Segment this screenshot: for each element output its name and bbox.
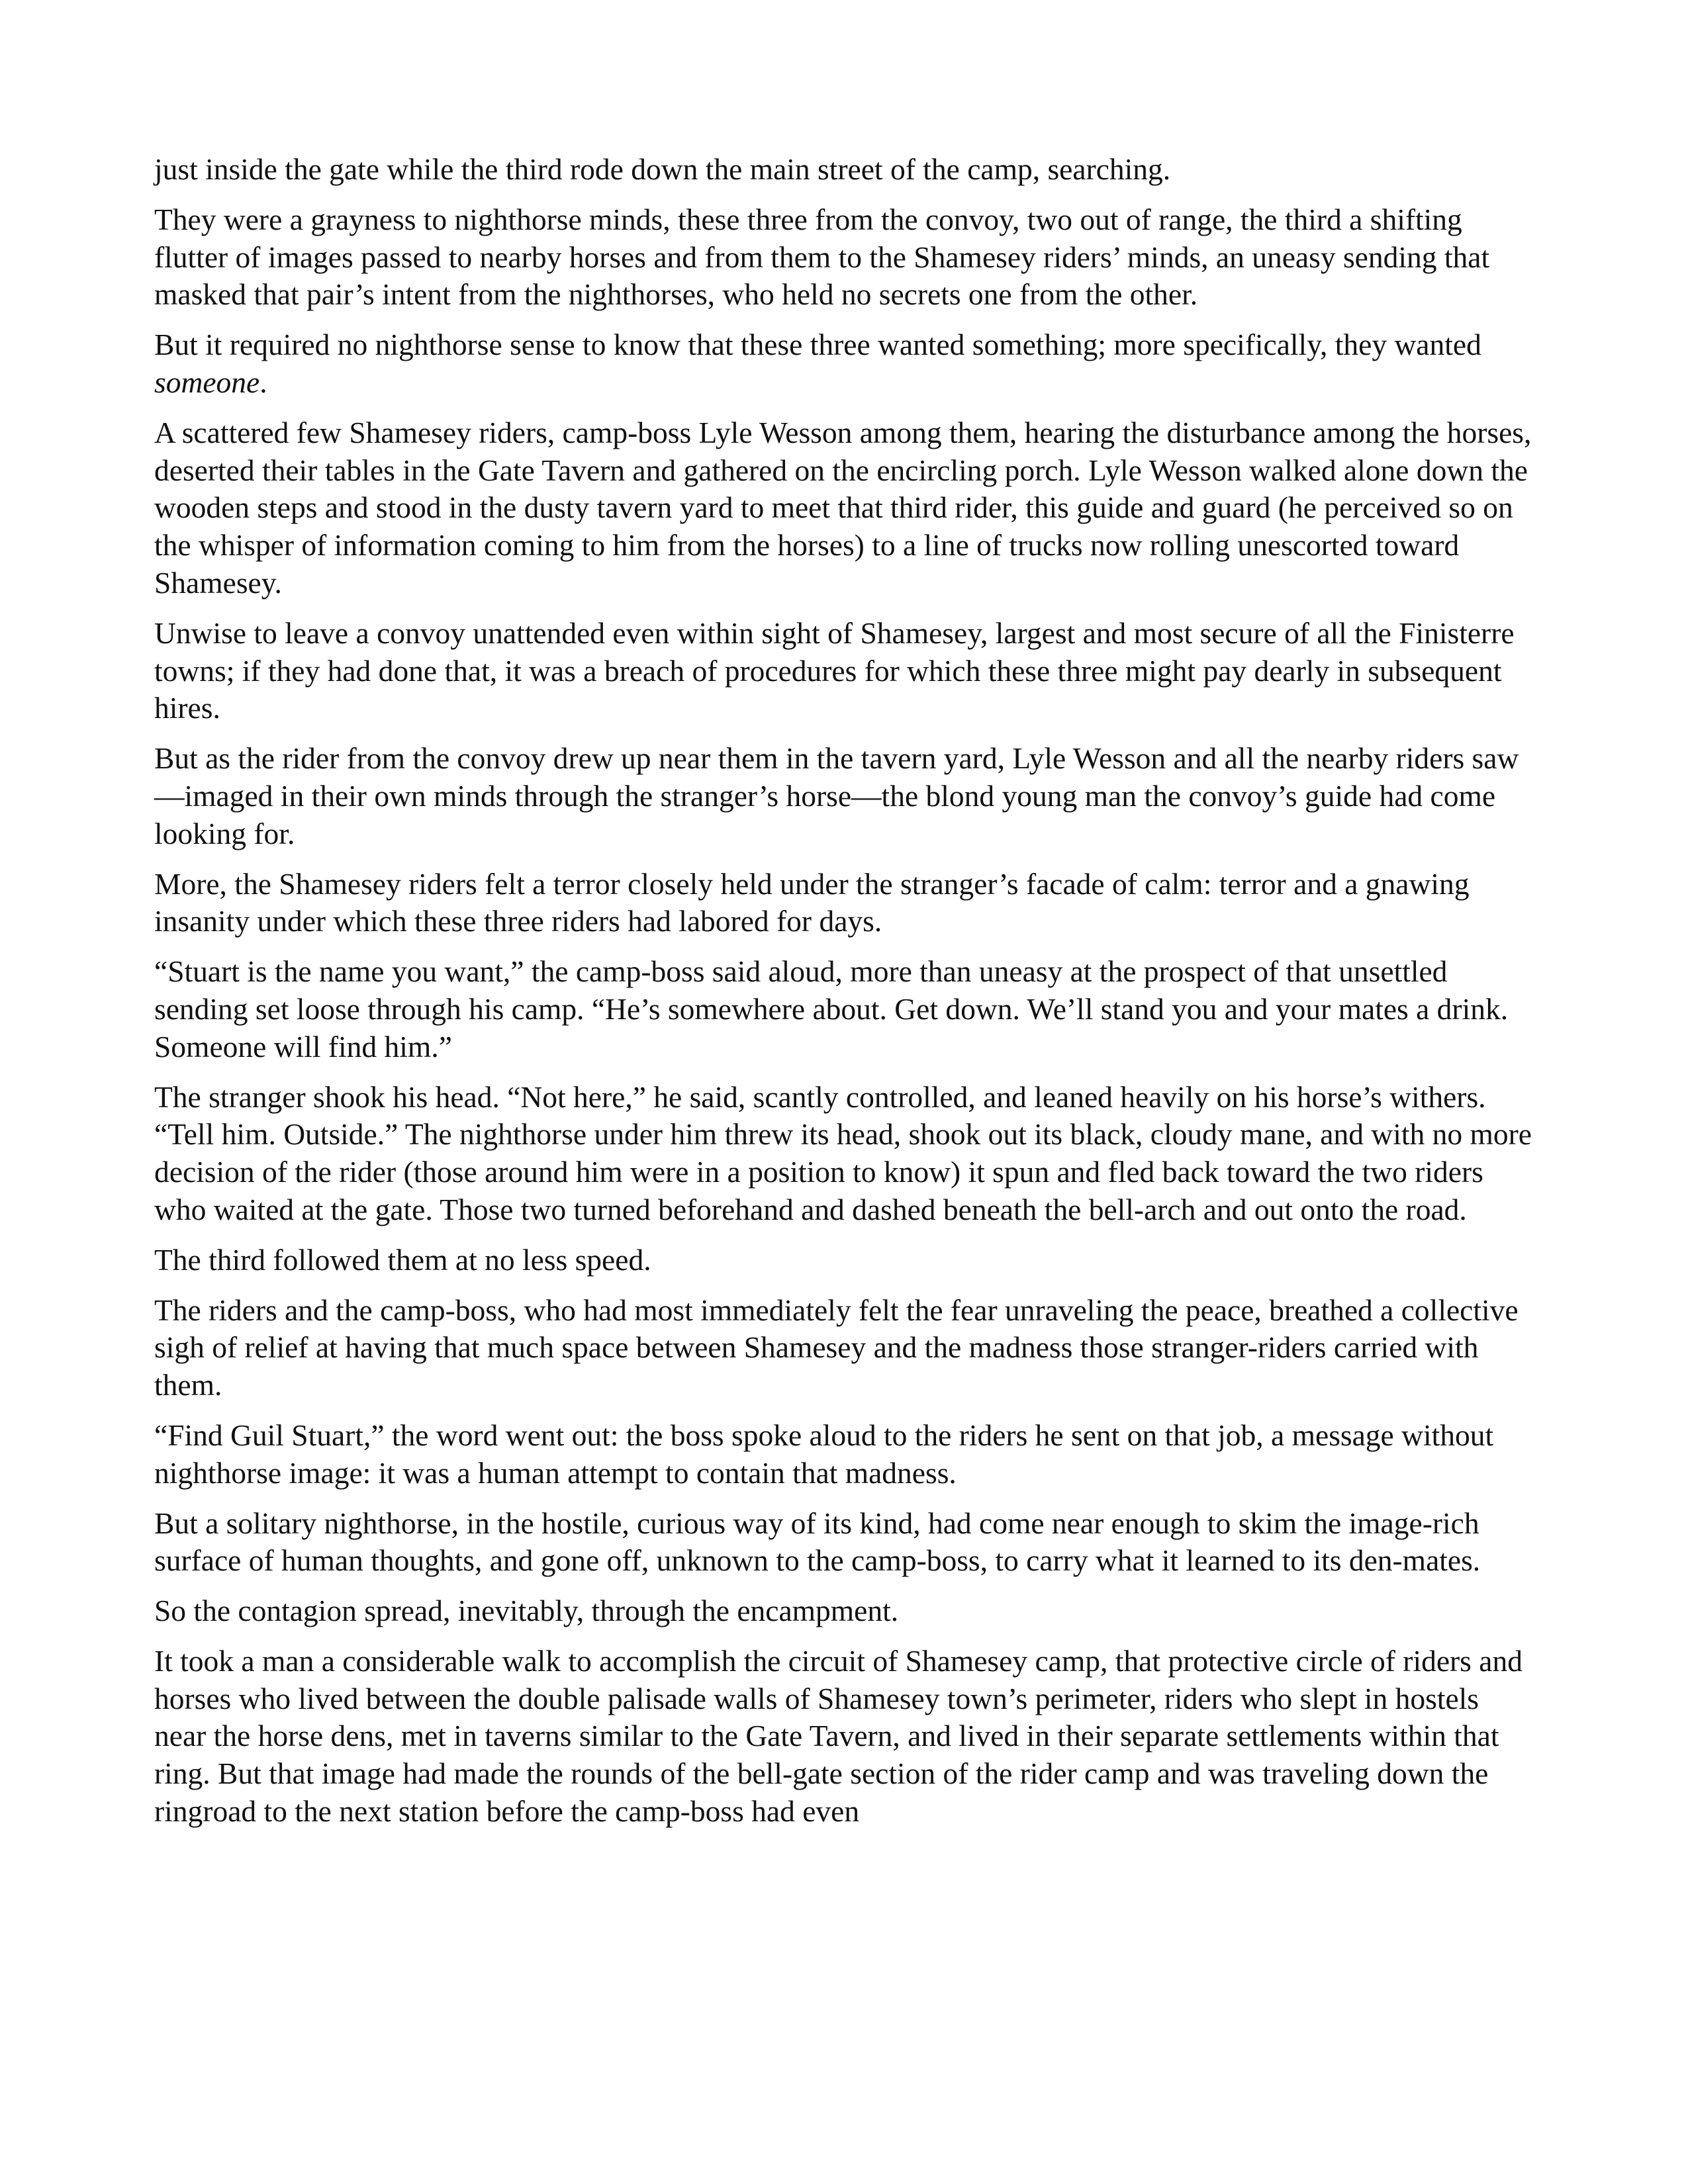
- paragraph-4: A scattered few Shamesey riders, camp-boss Lyle Wesson among them, hearing the disturbance among the horses, deserted their tables in the Gate Tavern and gathered on the encircling porch. Lyle Wesson walked alone down the wooden steps and stood in the dusty tavern yard to meet that third rider, this guide and guard (he perceived so on the whisper of information coming to him from the horses) to a line of trucks now rolling unescorted toward Shamesey.: [154, 415, 1532, 600]
- emphasis-someone: someone: [154, 365, 260, 399]
- paragraph-2: They were a grayness to nighthorse minds, these three from the convoy, two out of range, the third a shifting flutter of images passed to nearby horses and from them to the Shamesey riders’ minds, an uneasy sending that masked that pair’s intent from the nighthorses, who held no secrets one from the other.: [154, 202, 1490, 312]
- paragraph-8: “Stuart is the name you want,” the camp-boss said aloud, more than uneasy at the prospect of that unsettled sending set loose through his camp. “He’s somewhere about. Get down. We’ll stand you and your mates a drink. Someone will find him.”: [154, 954, 1509, 1064]
- paragraph-3-period: .: [259, 365, 267, 399]
- paragraph-15: It took a man a considerable walk to accomplish the circuit of Shamesey camp, that protective circle of riders and horses who lived between the double palisade walls of Shamesey town’s perimeter, riders who slept in hostels near the horse dens, met in taverns similar to the Gate Tavern, and lived in their separate settlements within that ring. But that image had made the rounds of the bell-gate section of the rider camp and was traveling down the ringroad to the next station before the camp-boss had even: [154, 1643, 1523, 1829]
- paragraph-12: “Find Guil Stuart,” the word went out: the boss spoke aloud to the riders he sent on that job, a message without nighthorse image: it was a human attempt to contain that madness.: [154, 1418, 1494, 1490]
- paragraph-3: [154, 326, 1534, 402]
- paragraph-11: The riders and the camp-boss, who had most immediately felt the fear unraveling the peace, breathed a collective sigh of relief at having that much space between Shamesey and the madness those stranger-riders carried with them.: [154, 1293, 1519, 1402]
- paragraph-7: More, the Shamesey riders felt a terror closely held under the stranger’s facade of calm: terror and a gnawing insanity under which these three riders had labored for days.: [154, 866, 1470, 938]
- paragraph-3-text: But it required no nighthorse sense to know that these three wanted something; more specifically, they wanted: [154, 328, 1481, 362]
- paragraph-10: The third followed them at no less speed.: [154, 1242, 651, 1277]
- paragraph-5: Unwise to leave a convoy unattended even within sight of Shamesey, largest and most secure of all the Finisterre towns; if they had done that, it was a breach of procedures for which these three might pay dearly in subsequent hires.: [154, 615, 1515, 725]
- paragraph-6: But as the rider from the convoy drew up near them in the tavern yard, Lyle Wesson and all the nearby riders saw—imaged in their own minds through the stranger’s horse—the blond young man the convoy’s guide had come looking for.: [154, 741, 1519, 850]
- page-body: [154, 151, 1534, 1843]
- paragraph-1: just inside the gate while the third rode down the main street of the camp, searching.: [154, 152, 1171, 186]
- paragraph-9: The stranger shook his head. “Not here,” he said, scantly controlled, and leaned heavily on his horse’s withers. “Tell him. Outside.” The nighthorse under him threw its head, shook out its black, cloudy mane, and with no more decision of the rider (those around him were in a position to know) it spun and fled back toward the two riders who waited at the gate. Those two turned beforehand and dashed beneath the bell-arch and out onto the road.: [154, 1079, 1532, 1226]
- paragraph-14: So the contagion spread, inevitably, through the encampment.: [154, 1594, 899, 1628]
- paragraph-13: But a solitary nighthorse, in the hostile, curious way of its kind, had come near enough to skim the image-rich surface of human thoughts, and gone off, unknown to the camp-boss, to carry what it learned to its den-mates.: [154, 1506, 1481, 1578]
